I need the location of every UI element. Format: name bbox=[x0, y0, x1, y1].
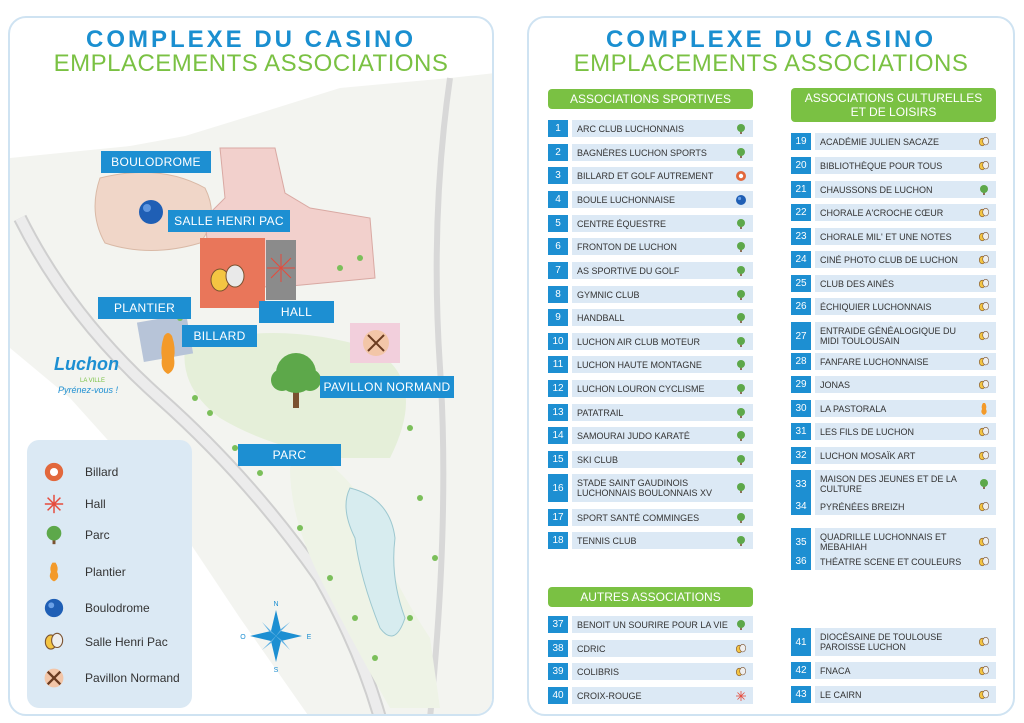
compass-s: S bbox=[273, 667, 279, 674]
association-number: 36 bbox=[791, 553, 811, 570]
tree-icon bbox=[735, 123, 747, 135]
association-number: 16 bbox=[548, 474, 568, 502]
association-number: 11 bbox=[548, 356, 568, 373]
callout-hall: HALL bbox=[259, 301, 334, 323]
association-name-text: ENTRAIDE GÉNÉALOGIQUE DU MIDI TOULOUSAIN bbox=[820, 326, 957, 346]
association-name bbox=[815, 423, 996, 440]
tree-icon bbox=[735, 289, 747, 301]
association-number: 39 bbox=[548, 663, 568, 680]
association-number: 17 bbox=[548, 509, 568, 526]
header-autres: AUTRES ASSOCIATIONS bbox=[548, 587, 753, 607]
association-row bbox=[791, 423, 996, 440]
masks-icon bbox=[978, 278, 990, 290]
association-row bbox=[548, 120, 753, 137]
legend-label: Billard bbox=[85, 465, 119, 479]
association-row bbox=[548, 356, 753, 373]
association-name bbox=[815, 298, 996, 315]
association-name bbox=[815, 553, 996, 570]
compass-o: O bbox=[240, 634, 246, 641]
masks-icon bbox=[978, 330, 990, 342]
header-culturelles: ASSOCIATIONS CULTURELLES ET DE LOISIRS bbox=[791, 88, 996, 122]
association-number: 24 bbox=[791, 251, 811, 268]
association-name bbox=[815, 686, 996, 703]
association-row bbox=[548, 167, 753, 184]
association-name-text: BAGNÈRES LUCHON SPORTS bbox=[577, 147, 707, 158]
firework-icon bbox=[41, 492, 67, 516]
association-row bbox=[548, 404, 753, 421]
callout-salle: SALLE HENRI PAC bbox=[168, 210, 290, 232]
association-row bbox=[548, 191, 753, 208]
association-name-text: SKI CLUB bbox=[577, 454, 619, 465]
association-name-text: CHORALE A'CROCHE CŒUR bbox=[820, 207, 944, 218]
association-number: 10 bbox=[548, 333, 568, 350]
masks-icon bbox=[978, 689, 990, 701]
association-name bbox=[572, 167, 753, 184]
association-row bbox=[548, 616, 753, 633]
tree-icon bbox=[735, 147, 747, 159]
association-row bbox=[791, 528, 996, 556]
tree-icon bbox=[735, 336, 747, 348]
tree-icon bbox=[735, 265, 747, 277]
masks-icon bbox=[978, 665, 990, 677]
association-row bbox=[791, 376, 996, 393]
tree-icon bbox=[735, 383, 747, 395]
association-number: 41 bbox=[791, 628, 811, 656]
association-row bbox=[791, 628, 996, 656]
association-row bbox=[548, 215, 753, 232]
association-name bbox=[572, 191, 753, 208]
association-name-text: CDRIC bbox=[577, 643, 606, 654]
association-row bbox=[548, 380, 753, 397]
association-name bbox=[815, 662, 996, 679]
association-name bbox=[572, 120, 753, 137]
legend-item bbox=[41, 666, 180, 690]
association-name bbox=[572, 663, 753, 680]
association-number: 5 bbox=[548, 215, 568, 232]
association-name bbox=[815, 498, 996, 515]
tree-icon bbox=[978, 184, 990, 196]
masks-icon bbox=[978, 426, 990, 438]
association-name-text: PATATRAIL bbox=[577, 407, 624, 418]
association-row bbox=[548, 238, 753, 255]
association-number: 2 bbox=[548, 144, 568, 161]
tree-icon bbox=[735, 512, 747, 524]
association-row bbox=[548, 509, 753, 526]
association-name bbox=[572, 616, 753, 633]
association-name-text: CHORALE MIL' ET UNE NOTES bbox=[820, 231, 952, 242]
association-row bbox=[791, 275, 996, 292]
association-number: 40 bbox=[548, 687, 568, 704]
firework-icon bbox=[735, 690, 747, 702]
masks-icon bbox=[978, 379, 990, 391]
association-name bbox=[815, 275, 996, 292]
association-name bbox=[572, 309, 753, 326]
petanque-ball-icon bbox=[41, 596, 67, 620]
legend-label: Plantier bbox=[85, 565, 126, 579]
tree-icon bbox=[735, 312, 747, 324]
association-row bbox=[791, 553, 996, 570]
association-name-text: LUCHON MOSAÏK ART bbox=[820, 450, 916, 461]
association-name bbox=[815, 181, 996, 198]
association-name-text: SAMOURAI JUDO KARATÉ bbox=[577, 430, 690, 441]
association-name bbox=[815, 400, 996, 417]
legend-item bbox=[41, 596, 150, 620]
association-name-text: BOULE LUCHONNAISE bbox=[577, 194, 676, 205]
map-title: COMPLEXE DU CASINO bbox=[85, 26, 417, 53]
association-number: 22 bbox=[791, 204, 811, 221]
pavillon-utensils-icon bbox=[363, 330, 389, 356]
association-name-text: STADE SAINT GAUDINOIS LUCHONNAIS BOULONNAIS XV bbox=[577, 478, 713, 498]
callout-billard: BILLARD bbox=[182, 325, 257, 347]
callout-plantier: PLANTIER bbox=[98, 297, 191, 319]
association-row bbox=[791, 662, 996, 679]
association-name bbox=[815, 133, 996, 150]
association-name bbox=[572, 144, 753, 161]
association-row bbox=[548, 687, 753, 704]
association-row bbox=[791, 251, 996, 268]
association-name bbox=[572, 451, 753, 468]
association-row bbox=[791, 498, 996, 515]
legend-item bbox=[41, 492, 106, 516]
masks-icon bbox=[978, 207, 990, 219]
association-number: 26 bbox=[791, 298, 811, 315]
association-number: 34 bbox=[791, 498, 811, 515]
legend-label: Pavillon Normand bbox=[85, 671, 180, 685]
association-name-text: BIBLIOTHÈQUE POUR TOUS bbox=[820, 160, 943, 171]
association-number: 25 bbox=[791, 275, 811, 292]
legend-item bbox=[41, 560, 126, 584]
masks-icon bbox=[978, 501, 990, 513]
legend-label: Parc bbox=[85, 528, 110, 542]
list-subtitle: EMPLACEMENTS ASSOCIATIONS bbox=[573, 50, 969, 77]
legend-label: Boulodrome bbox=[85, 601, 150, 615]
callout-pavillon: PAVILLON NORMAND bbox=[320, 376, 454, 398]
plantier-pin-icon bbox=[161, 333, 174, 374]
legend-label: Hall bbox=[85, 497, 106, 511]
association-name bbox=[572, 509, 753, 526]
association-name-text: FRONTON DE LUCHON bbox=[577, 241, 677, 252]
association-name bbox=[815, 628, 996, 656]
association-number: 43 bbox=[791, 686, 811, 703]
association-number: 12 bbox=[548, 380, 568, 397]
utensils-icon bbox=[41, 666, 67, 690]
masks-icon bbox=[978, 231, 990, 243]
billiard-ball-icon bbox=[41, 460, 67, 484]
association-number: 13 bbox=[548, 404, 568, 421]
association-name-text: JONAS bbox=[820, 379, 851, 390]
association-name bbox=[572, 238, 753, 255]
masks-icon bbox=[978, 254, 990, 266]
association-name-text: HANDBALL bbox=[577, 312, 625, 323]
association-row bbox=[548, 663, 753, 680]
association-row bbox=[548, 427, 753, 444]
tree-icon bbox=[735, 241, 747, 253]
legend-item bbox=[41, 630, 168, 654]
map-panel bbox=[8, 16, 494, 716]
association-name-text: LES FILS DE LUCHON bbox=[820, 426, 915, 437]
association-name-text: AS SPORTIVE DU GOLF bbox=[577, 265, 680, 276]
association-number: 29 bbox=[791, 376, 811, 393]
association-row bbox=[791, 470, 996, 498]
masks-icon bbox=[978, 301, 990, 313]
association-number: 38 bbox=[548, 640, 568, 657]
masks-icon bbox=[978, 556, 990, 568]
association-number: 35 bbox=[791, 528, 811, 556]
masks-icon bbox=[978, 160, 990, 172]
masks-icon bbox=[978, 136, 990, 148]
association-number: 4 bbox=[548, 191, 568, 208]
association-number: 15 bbox=[548, 451, 568, 468]
billiard-ball-icon bbox=[735, 170, 747, 182]
compass-e: E bbox=[306, 634, 312, 641]
tree-icon bbox=[41, 523, 67, 547]
compass-n: N bbox=[273, 601, 279, 608]
association-name-text: SPORT SANTÉ COMMINGES bbox=[577, 512, 700, 523]
association-name-text: CLUB DES AINÉS bbox=[820, 278, 895, 289]
association-row bbox=[548, 532, 753, 549]
association-name-text: THÉATRE SCENE ET COULEURS bbox=[820, 556, 962, 567]
association-number: 42 bbox=[791, 662, 811, 679]
association-name bbox=[815, 322, 996, 350]
map-legend bbox=[27, 440, 192, 708]
association-row bbox=[791, 157, 996, 174]
legend-item bbox=[41, 523, 110, 547]
callout-parc: PARC bbox=[238, 444, 341, 466]
association-name-text: LA PASTORALA bbox=[820, 403, 887, 414]
association-name bbox=[572, 262, 753, 279]
bowling-pin-icon bbox=[978, 403, 990, 415]
association-name bbox=[815, 204, 996, 221]
association-number: 14 bbox=[548, 427, 568, 444]
association-row bbox=[791, 228, 996, 245]
association-name-text: CINÉ PHOTO CLUB DE LUCHON bbox=[820, 254, 958, 265]
association-name-text: CHAUSSONS DE LUCHON bbox=[820, 184, 933, 195]
association-name bbox=[815, 470, 996, 498]
association-name bbox=[572, 333, 753, 350]
association-name-text: LUCHON LOURON CYCLISME bbox=[577, 383, 705, 394]
association-row bbox=[791, 133, 996, 150]
association-number: 6 bbox=[548, 238, 568, 255]
logo-sub: LA VILLE bbox=[80, 378, 106, 384]
associations-panel bbox=[527, 16, 1015, 716]
association-name-text: CENTRE ÉQUESTRE bbox=[577, 218, 667, 229]
tree-icon bbox=[735, 454, 747, 466]
association-row bbox=[548, 262, 753, 279]
association-number: 21 bbox=[791, 181, 811, 198]
association-name bbox=[572, 380, 753, 397]
association-name bbox=[572, 474, 753, 502]
association-name-text: FANFARE LUCHONNAISE bbox=[820, 356, 929, 367]
association-name-text: BILLARD ET GOLF AUTREMENT bbox=[577, 170, 714, 181]
association-name-text: COLIBRIS bbox=[577, 666, 620, 677]
association-row bbox=[791, 400, 996, 417]
tree-icon bbox=[735, 482, 747, 494]
association-name bbox=[572, 215, 753, 232]
association-row bbox=[548, 309, 753, 326]
masks-icon bbox=[735, 643, 747, 655]
association-name-text: TENNIS CLUB bbox=[577, 535, 637, 546]
association-row bbox=[791, 181, 996, 198]
logo-name: Luchon bbox=[54, 354, 119, 374]
association-name-text: LUCHON HAUTE MONTAGNE bbox=[577, 359, 702, 370]
map-subtitle: EMPLACEMENTS ASSOCIATIONS bbox=[53, 50, 449, 77]
tree-icon bbox=[978, 478, 990, 490]
association-row bbox=[791, 447, 996, 464]
association-name-text: LE CAIRN bbox=[820, 689, 862, 700]
association-name bbox=[815, 447, 996, 464]
association-name-text: MAISON DES JEUNES ET DE LA CULTURE bbox=[820, 474, 957, 494]
bowling-pin-icon bbox=[41, 560, 67, 584]
tree-icon bbox=[735, 619, 747, 631]
association-row bbox=[791, 686, 996, 703]
tree-icon bbox=[735, 535, 747, 547]
association-name-text: BENOIT UN SOURIRE POUR LA VIE bbox=[577, 619, 728, 630]
petanque-ball-icon bbox=[735, 194, 747, 206]
association-row bbox=[548, 474, 753, 502]
masks-icon bbox=[41, 630, 67, 654]
association-row bbox=[548, 451, 753, 468]
masks-icon bbox=[978, 536, 990, 548]
association-name bbox=[815, 353, 996, 370]
association-row bbox=[548, 286, 753, 303]
association-row bbox=[791, 322, 996, 350]
list-title: COMPLEXE DU CASINO bbox=[605, 26, 937, 53]
association-number: 9 bbox=[548, 309, 568, 326]
header-sportives: ASSOCIATIONS SPORTIVES bbox=[548, 89, 753, 109]
association-name bbox=[815, 228, 996, 245]
association-number: 19 bbox=[791, 133, 811, 150]
association-name-text: GYMNIC CLUB bbox=[577, 289, 640, 300]
association-row bbox=[548, 144, 753, 161]
tree-icon bbox=[735, 430, 747, 442]
association-number: 33 bbox=[791, 470, 811, 498]
association-name-text: CROIX-ROUGE bbox=[577, 690, 642, 701]
association-name bbox=[815, 251, 996, 268]
association-number: 27 bbox=[791, 322, 811, 350]
association-name-text: ARC CLUB LUCHONNAIS bbox=[577, 123, 685, 134]
association-name bbox=[572, 404, 753, 421]
association-number: 1 bbox=[548, 120, 568, 137]
association-number: 20 bbox=[791, 157, 811, 174]
association-row bbox=[548, 640, 753, 657]
association-row bbox=[548, 333, 753, 350]
association-row bbox=[791, 298, 996, 315]
association-number: 31 bbox=[791, 423, 811, 440]
masks-icon bbox=[978, 450, 990, 462]
association-number: 28 bbox=[791, 353, 811, 370]
association-name-text: ÉCHIQUIER LUCHONNAIS bbox=[820, 301, 932, 312]
association-name bbox=[572, 640, 753, 657]
association-name bbox=[815, 376, 996, 393]
association-name bbox=[572, 687, 753, 704]
association-number: 18 bbox=[548, 532, 568, 549]
masks-icon bbox=[978, 636, 990, 648]
association-name-text: LUCHON AIR CLUB MOTEUR bbox=[577, 336, 701, 347]
legend-item bbox=[41, 460, 118, 484]
hall-firework-icon bbox=[267, 254, 295, 282]
association-name bbox=[815, 157, 996, 174]
association-name-text: DIOCÉSAINE DE TOULOUSE PAROISSE LUCHON bbox=[820, 632, 943, 652]
association-number: 8 bbox=[548, 286, 568, 303]
association-name-text: QUADRILLE LUCHONNAIS ET MEBAHIAH bbox=[820, 532, 947, 552]
association-name bbox=[815, 528, 996, 556]
association-name bbox=[572, 356, 753, 373]
association-number: 23 bbox=[791, 228, 811, 245]
logo-tagline: Pyrénez-vous ! bbox=[58, 385, 119, 395]
association-name-text: ACADÉMIE JULIEN SACAZE bbox=[820, 136, 940, 147]
association-name-text: PYRÉNÉES BREIZH bbox=[820, 501, 905, 512]
association-name bbox=[572, 286, 753, 303]
association-number: 37 bbox=[548, 616, 568, 633]
tree-icon bbox=[735, 407, 747, 419]
masks-icon bbox=[735, 666, 747, 678]
tree-icon bbox=[735, 218, 747, 230]
association-name-text: FNACA bbox=[820, 665, 851, 676]
association-name bbox=[572, 532, 753, 549]
boulodrome-ball-icon bbox=[139, 200, 163, 224]
callout-boulodrome: BOULODROME bbox=[101, 151, 211, 173]
legend-label: Salle Henri Pac bbox=[85, 635, 168, 649]
masks-icon bbox=[978, 356, 990, 368]
association-name bbox=[572, 427, 753, 444]
association-row bbox=[791, 204, 996, 221]
association-number: 7 bbox=[548, 262, 568, 279]
association-number: 3 bbox=[548, 167, 568, 184]
association-row bbox=[791, 353, 996, 370]
tree-icon bbox=[735, 359, 747, 371]
association-number: 30 bbox=[791, 400, 811, 417]
association-number: 32 bbox=[791, 447, 811, 464]
